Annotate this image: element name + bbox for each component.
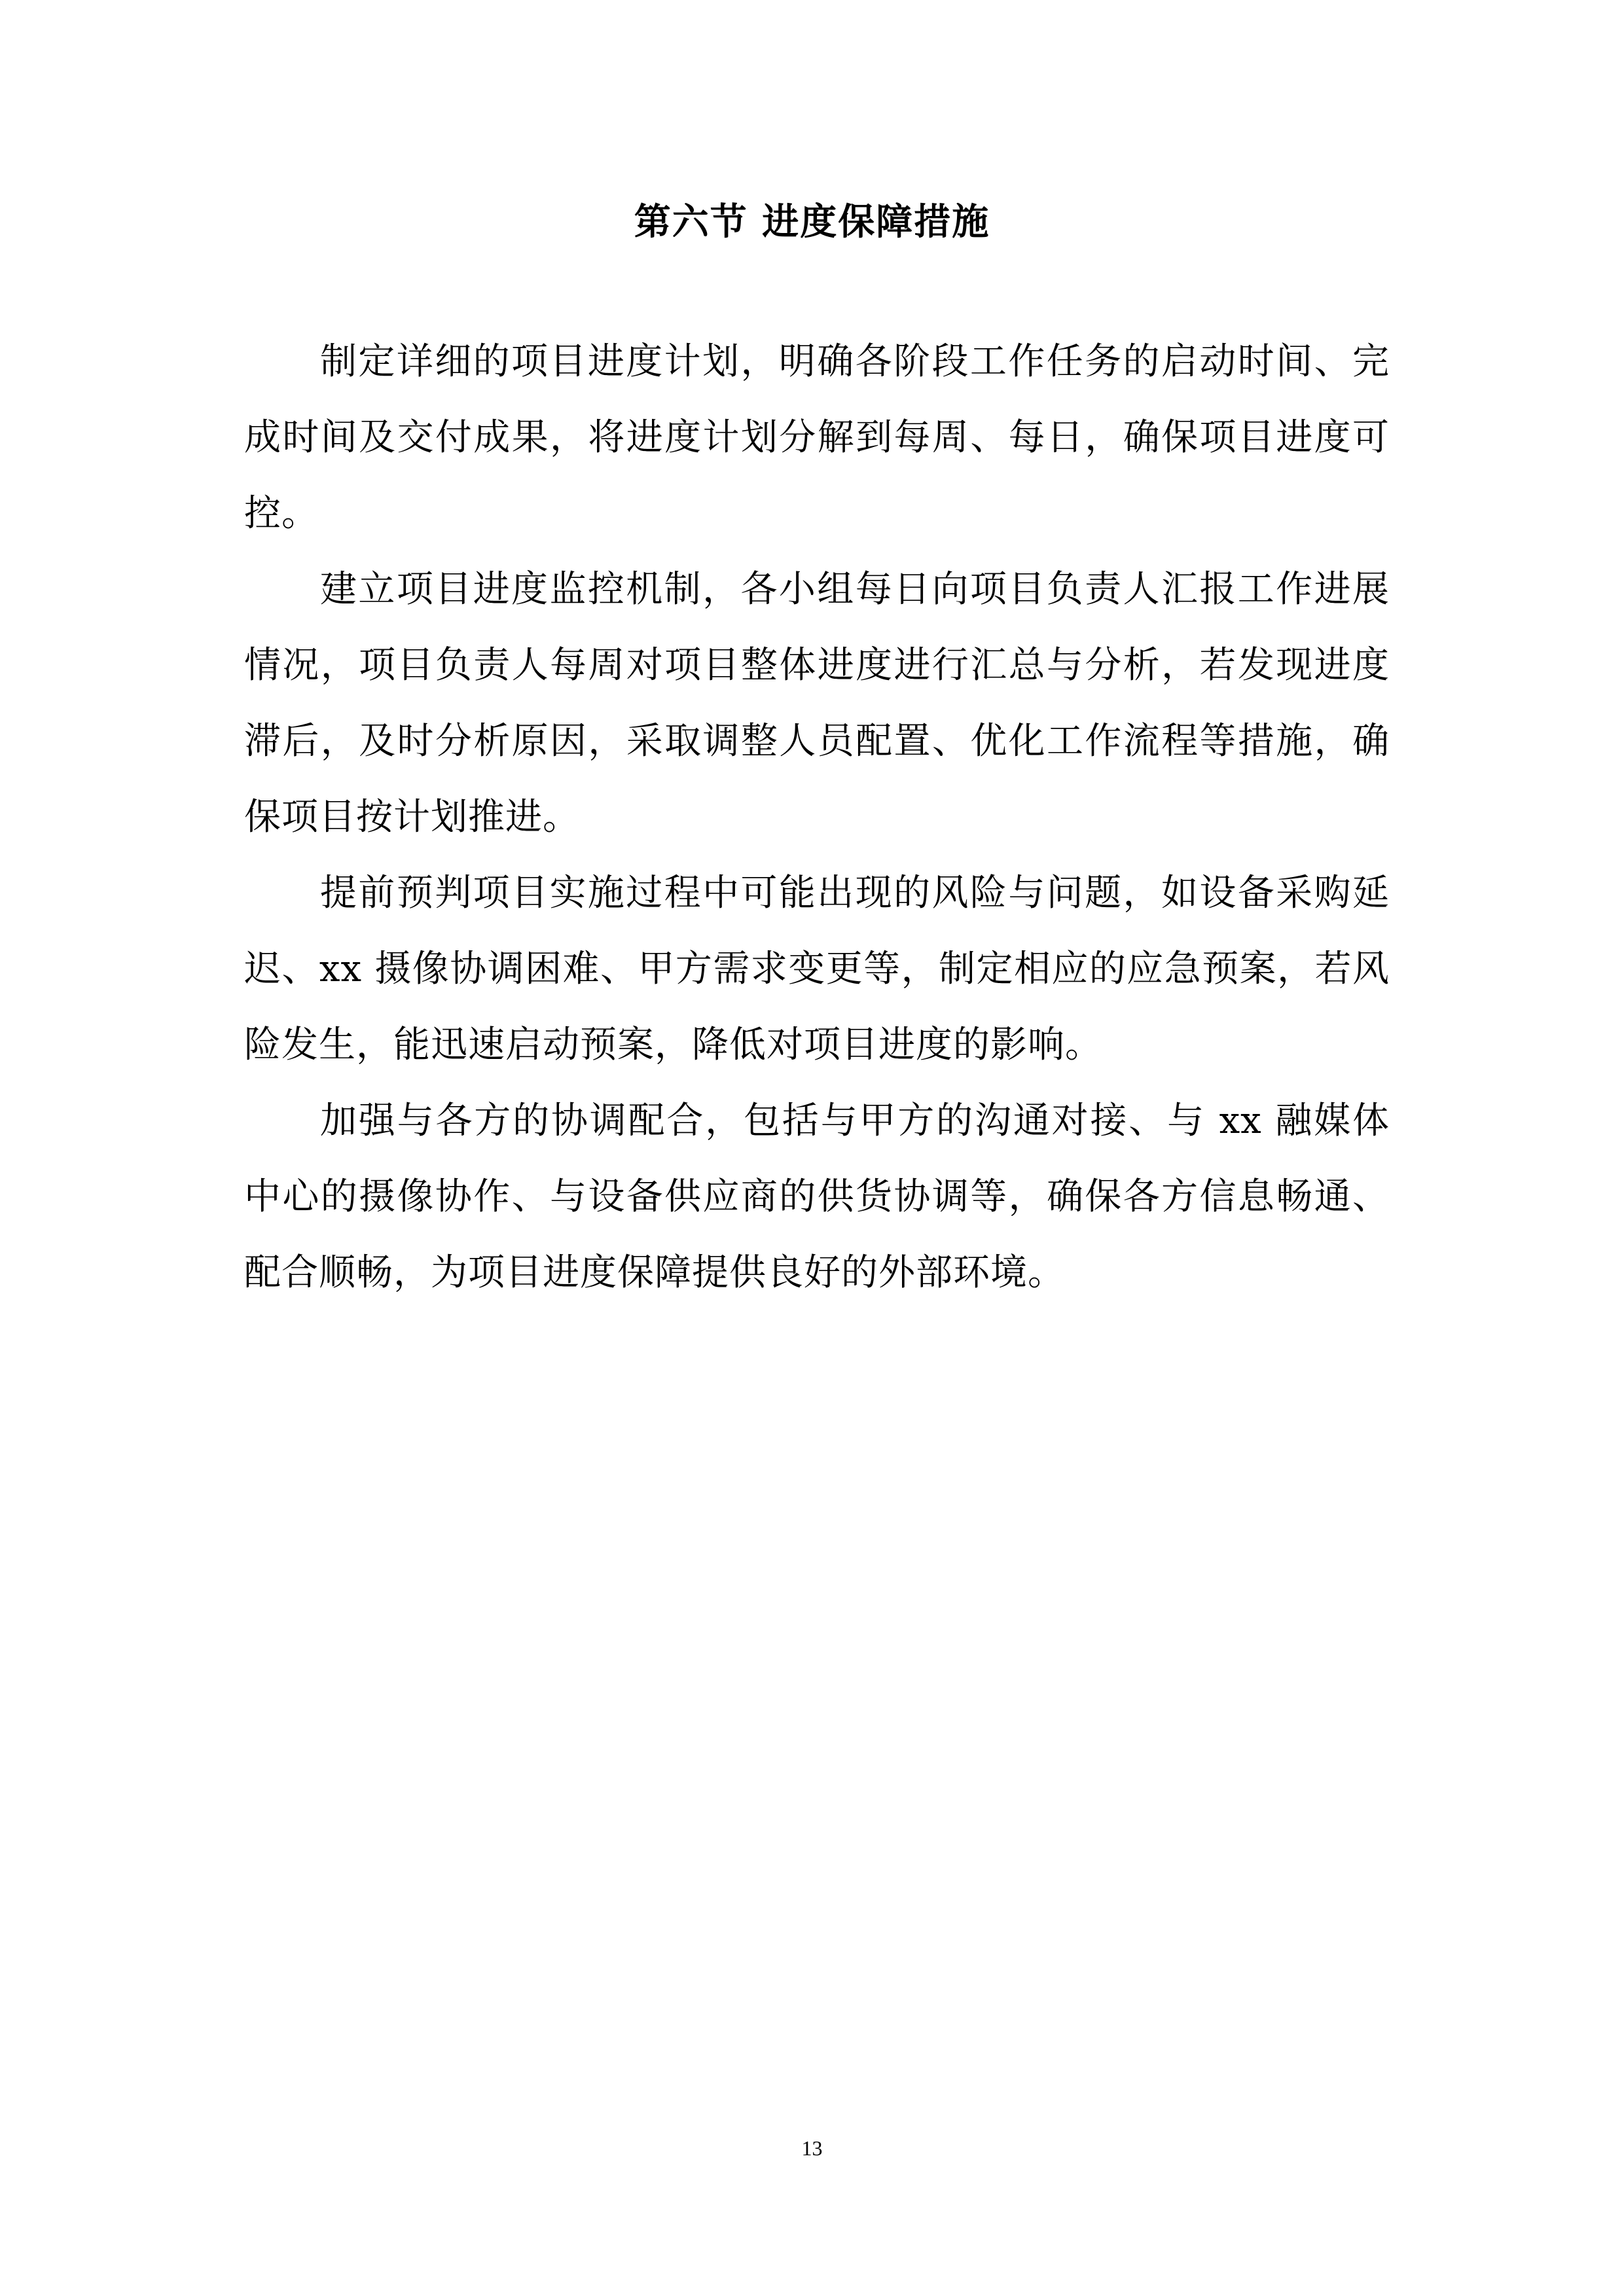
body-text xyxy=(244,324,1390,1311)
page-number: 13 xyxy=(801,2136,823,2160)
paragraph-coordination: 加强与各方的协调配合，包括与甲方的沟通对接、与 xx 融媒体中心的摄像协作、与设备供应商的供货协调等，确保各方信息畅通、配合顺畅，为项目进度保障提供良好的外部环境。 xyxy=(244,1100,1390,1294)
paragraph-progress-monitoring: 建立项目进度监控机制，各小组每日向项目负责人汇报工作进展情况，项目负责人每周对项目整体进度进行汇总与分析，若发现进度滞后，及时分析原因，采取调整人员配置、优化工作流程等措施，确保项目按计划推进。 xyxy=(244,568,1390,838)
paragraph-risk-contingency: 提前预判项目实施过程中可能出现的风险与问题，如设备采购延迟、xx 摄像协调困难、甲方需求变更等，制定相应的应急预案，若风险发生，能迅速启动预案，降低对项目进度的影响。 xyxy=(244,872,1390,1066)
section-title: 第六节 进度保障措施 xyxy=(634,201,990,243)
paragraph-schedule-plan: 制定详细的项目进度计划，明确各阶段工作任务的启动时间、完成时间及交付成果，将进度计划分解到每周、每日，确保项目进度可控。 xyxy=(244,340,1390,535)
